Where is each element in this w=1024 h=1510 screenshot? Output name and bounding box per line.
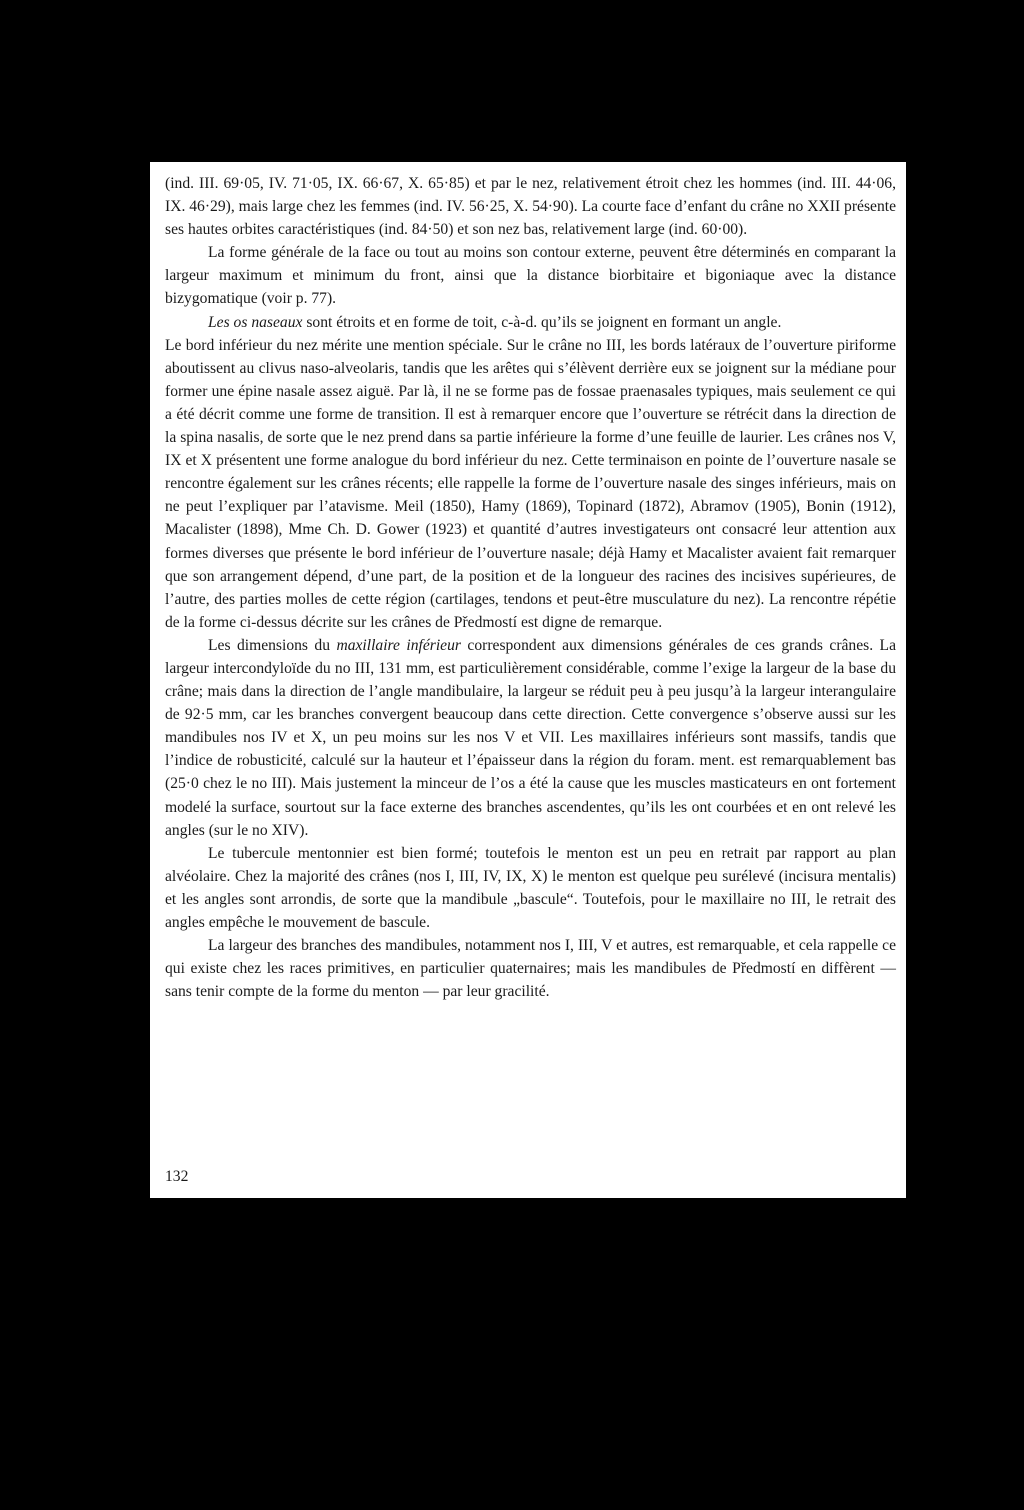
italic-term: maxillaire inférieur	[336, 636, 461, 654]
page-number: 132	[165, 1168, 189, 1185]
paragraph: La forme générale de la face ou tout au moins son contour externe, peuvent être déterminés en comparant la largeur maximum et minimum du front, ainsi que la distance biorbitaire et bigoniaque avec la distance bizygomatique (voir p. 77).	[165, 244, 896, 308]
paragraph: (ind. III. 69·05, IV. 71·05, IX. 66·67, X. 65·85) et par le nez, relativement étroit chez les hommes (ind. III. 44·06, IX. 46·29), mais large chez les femmes (ind. IV. 56·25, X. 54·90). La courte face d’enfant du crâne no XXII présente ses hautes orbites caractéristiques (ind. 84·50) et son nez bas, relativement large (ind. 60·00).	[165, 175, 896, 239]
scan-border-bottom	[0, 1198, 1024, 1510]
scan-border-top	[0, 0, 1024, 162]
paragraph: La largeur des branches des mandibules, notamment nos I, III, V et autres, est remarquable, et cela rappelle ce qui existe chez les races primitives, en particulier quaternaires; mais les mandibules de Předmostí en diffèrent — sans tenir compte de la forme du menton — par leur gracilité.	[165, 937, 896, 1001]
paragraph	[165, 634, 896, 842]
margin-mark: -	[142, 832, 147, 848]
paragraph-lead: Les dimensions du	[208, 636, 337, 654]
paragraph: Le tubercule mentonnier est bien formé; toutefois le menton est un peu en retrait par rapport au plan alvéolaire. Chez la majorité des crânes (nos I, III, IV, IX, X) le menton est quelque peu surélevé (incisura mentalis) et les angles sont arrondis, de sorte que la mandibule „bascule“. Toutefois, pour le maxillaire no III, le retrait des angles empêche le mouvement de bascule.	[165, 844, 896, 931]
body-text	[165, 172, 896, 1003]
paragraph-text: correspondent aux dimensions générales de ces grands crânes. La largeur intercondyloïde du no III, 131 mm, est particulièrement considérable, comme l’exige la largeur de la base du crâne; mais dans la direction de l’angle mandibulaire, la largeur se réduit peu à peu jusqu’à la largeur interangulaire de 92·5 mm, car les branches convergent beaucoup dans cette direction. Cette convergence s’observe aussi sur les mandibules nos IV et X, un peu moins sur les nos V et VII. Les maxillaires inférieurs sont massifs, tandis que l’indice de robusticité, calculé sur la hauteur et l’épaisseur dans la région du foram. ment. est remarquablement bas (25·0 chez le no III). Mais justement la minceur de l’os a été la cause que les muscles masticateurs en ont fortement modelé la surface, sourtout sur la face externe des branches ascendentes, qu’ils les ont courbées et en ont relevé les angles (sur le no XIV).	[165, 636, 896, 839]
italic-term: Les os naseaux	[208, 313, 303, 331]
paragraph	[165, 311, 896, 334]
paragraph: Le bord inférieur du nez mérite une mention spéciale. Sur le crâne no III, les bords latéraux de l’ouverture piriforme aboutissent au clivus naso-alveolaris, tandis que les arêtes qui s’élèvent derrière eux se joignent sur la médiane pour former une épine nasale assez aiguë. Par là, il ne se forme pas de fossae praenasales typiques, mais seulement ce qui a été décrit comme une forme de transition. Il est à remarquer encore que l’ouverture se rétrécit dans la direction de la spina nasalis, de sorte que le nez prend dans sa partie inférieure la forme d’une feuille de laurier. Les crânes nos V, IX et X présentent une forme analogue du bord inférieur du nez. Cette terminaison en pointe de l’ouverture nasale se rencontre également sur les crânes récents; elle rappelle la forme de l’ouverture nasale des singes inférieurs, mais on ne peut l’expliquer par l’atavisme. Meil (1850), Hamy (1869), Topinard (1872), Abramov (1905), Bonin (1912), Macalister (1898), Mme Ch. D. Gower (1923) et quantité d’autres investigateurs ont consacré leur attention aux formes diverses que présente le bord inférieur de l’ouverture nasale; déjà Hamy et Macalister avaient fait remarquer que son arrangement dépend, d’une part, de la position et de la longueur des racines des incisives supérieures, de l’autre, des parties molles de cette région (cartilages, tendons et peut-être musculature du nez). La rencontre répétie de la forme ci-dessus décrite sur les crânes de Předmostí est digne de remarque.	[165, 336, 896, 631]
paragraph-text: sont étroits et en forme de toit, c-à-d. qu’ils se joignent en formant un angle.	[302, 313, 782, 331]
scan-border-right	[906, 0, 1024, 1510]
scan-border-left	[0, 0, 150, 1510]
